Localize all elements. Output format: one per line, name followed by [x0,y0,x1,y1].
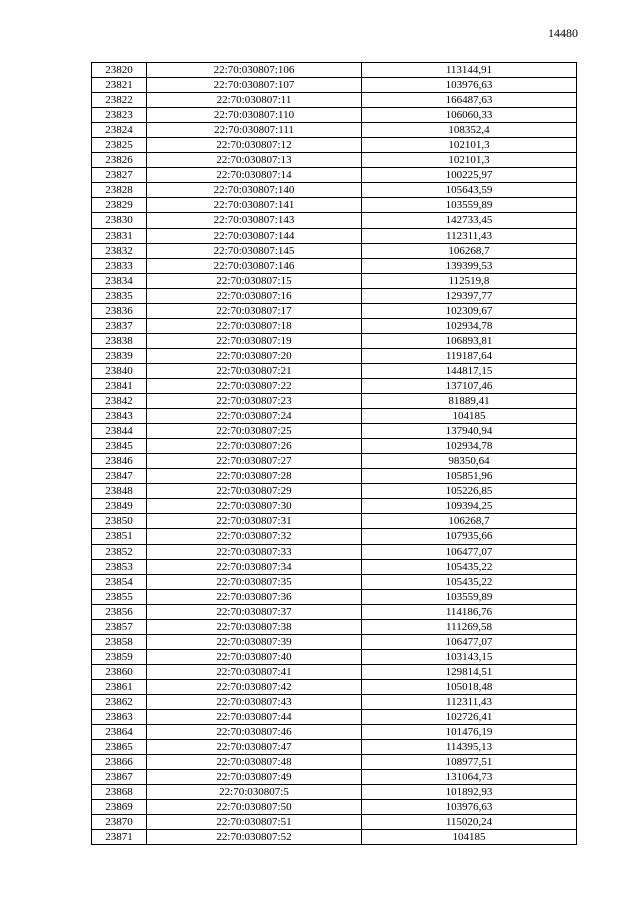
row-number-cell: 23840 [92,363,147,378]
table-row [92,78,577,93]
row-number-cell: 23826 [92,153,147,168]
row-number-cell: 23871 [92,830,147,845]
cadastral-number-cell: 22:70:030807:22 [147,378,362,393]
table-row [92,514,577,529]
page-number: 14480 [548,26,578,40]
cadastral-number-cell: 22:70:030807:12 [147,138,362,153]
value-cell: 105851,96 [362,469,577,484]
value-cell: 101892,93 [362,785,577,800]
cadastral-number-cell: 22:70:030807:50 [147,800,362,815]
row-number-cell: 23833 [92,258,147,273]
cadastral-number-cell: 22:70:030807:144 [147,228,362,243]
row-number-cell: 23845 [92,439,147,454]
value-cell: 114186,76 [362,604,577,619]
cadastral-number-cell: 22:70:030807:38 [147,619,362,634]
value-cell: 100225,97 [362,168,577,183]
row-number-cell: 23832 [92,243,147,258]
row-number-cell: 23860 [92,664,147,679]
value-cell: 102101,3 [362,153,577,168]
row-number-cell: 23846 [92,454,147,469]
value-cell: 112311,43 [362,228,577,243]
table-row [92,604,577,619]
row-number-cell: 23857 [92,619,147,634]
table-row [92,394,577,409]
value-cell: 104185 [362,830,577,845]
row-number-cell: 23820 [92,63,147,78]
cadastral-number-cell: 22:70:030807:35 [147,574,362,589]
value-cell: 105018,48 [362,679,577,694]
table-row [92,123,577,138]
cadastral-number-cell: 22:70:030807:49 [147,770,362,785]
cadastral-table [91,62,577,845]
table-row [92,469,577,484]
cadastral-number-cell: 22:70:030807:16 [147,288,362,303]
cadastral-number-cell: 22:70:030807:18 [147,318,362,333]
row-number-cell: 23861 [92,679,147,694]
value-cell: 103143,15 [362,649,577,664]
table-row [92,529,577,544]
table-row [92,619,577,634]
cadastral-number-cell: 22:70:030807:52 [147,830,362,845]
value-cell: 129814,51 [362,664,577,679]
value-cell: 108352,4 [362,123,577,138]
row-number-cell: 23843 [92,409,147,424]
table-row [92,138,577,153]
row-number-cell: 23834 [92,273,147,288]
cadastral-number-cell: 22:70:030807:21 [147,363,362,378]
cadastral-number-cell: 22:70:030807:29 [147,484,362,499]
cadastral-number-cell: 22:70:030807:106 [147,63,362,78]
row-number-cell: 23849 [92,499,147,514]
value-cell: 102309,67 [362,303,577,318]
value-cell: 105643,59 [362,183,577,198]
table-row [92,815,577,830]
cadastral-number-cell: 22:70:030807:143 [147,213,362,228]
row-number-cell: 23831 [92,228,147,243]
value-cell: 106477,07 [362,634,577,649]
cadastral-number-cell: 22:70:030807:37 [147,604,362,619]
cadastral-number-cell: 22:70:030807:107 [147,78,362,93]
row-number-cell: 23862 [92,694,147,709]
cadastral-number-cell: 22:70:030807:30 [147,499,362,514]
row-number-cell: 23854 [92,574,147,589]
cadastral-number-cell: 22:70:030807:13 [147,153,362,168]
row-number-cell: 23855 [92,589,147,604]
cadastral-number-cell: 22:70:030807:140 [147,183,362,198]
value-cell: 105435,22 [362,559,577,574]
cadastral-number-cell: 22:70:030807:146 [147,258,362,273]
row-number-cell: 23835 [92,288,147,303]
cadastral-number-cell: 22:70:030807:28 [147,469,362,484]
value-cell: 106477,07 [362,544,577,559]
value-cell: 108977,51 [362,755,577,770]
value-cell: 114395,13 [362,740,577,755]
row-number-cell: 23863 [92,710,147,725]
row-number-cell: 23864 [92,725,147,740]
row-number-cell: 23856 [92,604,147,619]
row-number-cell: 23829 [92,198,147,213]
cadastral-number-cell: 22:70:030807:27 [147,454,362,469]
cadastral-number-cell: 22:70:030807:26 [147,439,362,454]
cadastral-number-cell: 22:70:030807:42 [147,679,362,694]
table-row [92,318,577,333]
cadastral-number-cell: 22:70:030807:41 [147,664,362,679]
row-number-cell: 23870 [92,815,147,830]
value-cell: 105226,85 [362,484,577,499]
cadastral-number-cell: 22:70:030807:47 [147,740,362,755]
cadastral-number-cell: 22:70:030807:141 [147,198,362,213]
table-row [92,694,577,709]
cadastral-number-cell: 22:70:030807:39 [147,634,362,649]
row-number-cell: 23838 [92,333,147,348]
cadastral-number-cell: 22:70:030807:24 [147,409,362,424]
table-row [92,153,577,168]
value-cell: 101476,19 [362,725,577,740]
value-cell: 119187,64 [362,348,577,363]
value-cell: 166487,63 [362,93,577,108]
value-cell: 105435,22 [362,574,577,589]
cadastral-number-cell: 22:70:030807:34 [147,559,362,574]
table-row [92,439,577,454]
value-cell: 103976,63 [362,78,577,93]
cadastral-number-cell: 22:70:030807:17 [147,303,362,318]
table-row [92,649,577,664]
table-row [92,333,577,348]
cadastral-number-cell: 22:70:030807:11 [147,93,362,108]
row-number-cell: 23865 [92,740,147,755]
row-number-cell: 23822 [92,93,147,108]
cadastral-number-cell: 22:70:030807:40 [147,649,362,664]
row-number-cell: 23827 [92,168,147,183]
value-cell: 106268,7 [362,243,577,258]
row-number-cell: 23867 [92,770,147,785]
table-row [92,679,577,694]
value-cell: 137940,94 [362,424,577,439]
row-number-cell: 23824 [92,123,147,138]
row-number-cell: 23821 [92,78,147,93]
value-cell: 106060,33 [362,108,577,123]
value-cell: 102101,3 [362,138,577,153]
value-cell: 142733,45 [362,213,577,228]
cadastral-number-cell: 22:70:030807:51 [147,815,362,830]
table-row [92,258,577,273]
table-row [92,559,577,574]
table-body [92,63,577,845]
row-number-cell: 23847 [92,469,147,484]
value-cell: 104185 [362,409,577,424]
value-cell: 107935,66 [362,529,577,544]
table-row [92,424,577,439]
table-row [92,409,577,424]
cadastral-number-cell: 22:70:030807:31 [147,514,362,529]
table-row [92,770,577,785]
row-number-cell: 23823 [92,108,147,123]
table-row [92,634,577,649]
row-number-cell: 23869 [92,800,147,815]
row-number-cell: 23859 [92,649,147,664]
row-number-cell: 23851 [92,529,147,544]
table-row [92,198,577,213]
table-row [92,725,577,740]
cadastral-number-cell: 22:70:030807:33 [147,544,362,559]
cadastral-number-cell: 22:70:030807:20 [147,348,362,363]
value-cell: 115020,24 [362,815,577,830]
value-cell: 129397,77 [362,288,577,303]
table-row [92,228,577,243]
value-cell: 106893,81 [362,333,577,348]
value-cell: 112519,8 [362,273,577,288]
table-row [92,589,577,604]
table-row [92,740,577,755]
cadastral-number-cell: 22:70:030807:145 [147,243,362,258]
cadastral-number-cell: 22:70:030807:36 [147,589,362,604]
cadastral-number-cell: 22:70:030807:19 [147,333,362,348]
table-row [92,213,577,228]
table-row [92,273,577,288]
row-number-cell: 23825 [92,138,147,153]
table-row [92,243,577,258]
table-row [92,93,577,108]
value-cell: 106268,7 [362,514,577,529]
table-row [92,830,577,845]
row-number-cell: 23842 [92,394,147,409]
cadastral-number-cell: 22:70:030807:46 [147,725,362,740]
cadastral-number-cell: 22:70:030807:15 [147,273,362,288]
row-number-cell: 23868 [92,785,147,800]
value-cell: 102934,78 [362,318,577,333]
row-number-cell: 23852 [92,544,147,559]
value-cell: 109394,25 [362,499,577,514]
table-row [92,755,577,770]
row-number-cell: 23844 [92,424,147,439]
row-number-cell: 23836 [92,303,147,318]
cadastral-number-cell: 22:70:030807:43 [147,694,362,709]
row-number-cell: 23828 [92,183,147,198]
value-cell: 131064,73 [362,770,577,785]
table-row [92,63,577,78]
value-cell: 137107,46 [362,378,577,393]
value-cell: 81889,41 [362,394,577,409]
table-row [92,348,577,363]
table-row [92,800,577,815]
value-cell: 102934,78 [362,439,577,454]
cadastral-number-cell: 22:70:030807:32 [147,529,362,544]
table-row [92,710,577,725]
row-number-cell: 23866 [92,755,147,770]
table-row [92,183,577,198]
row-number-cell: 23837 [92,318,147,333]
cadastral-number-cell: 22:70:030807:111 [147,123,362,138]
cadastral-number-cell: 22:70:030807:25 [147,424,362,439]
table-row [92,544,577,559]
table-row [92,484,577,499]
row-number-cell: 23848 [92,484,147,499]
value-cell: 103559,89 [362,198,577,213]
table-row [92,288,577,303]
row-number-cell: 23841 [92,378,147,393]
cadastral-number-cell: 22:70:030807:14 [147,168,362,183]
value-cell: 113144,91 [362,63,577,78]
table-row [92,454,577,469]
cadastral-number-cell: 22:70:030807:5 [147,785,362,800]
row-number-cell: 23839 [92,348,147,363]
value-cell: 144817,15 [362,363,577,378]
table-row [92,363,577,378]
value-cell: 98350,64 [362,454,577,469]
table-row [92,664,577,679]
table-row [92,499,577,514]
cadastral-number-cell: 22:70:030807:48 [147,755,362,770]
value-cell: 102726,41 [362,710,577,725]
value-cell: 139399,53 [362,258,577,273]
table-row [92,303,577,318]
row-number-cell: 23850 [92,514,147,529]
table-row [92,574,577,589]
cadastral-number-cell: 22:70:030807:44 [147,710,362,725]
value-cell: 103976,63 [362,800,577,815]
value-cell: 103559,89 [362,589,577,604]
table-row [92,108,577,123]
value-cell: 112311,43 [362,694,577,709]
row-number-cell: 23858 [92,634,147,649]
row-number-cell: 23853 [92,559,147,574]
value-cell: 111269,58 [362,619,577,634]
table-row [92,785,577,800]
cadastral-number-cell: 22:70:030807:110 [147,108,362,123]
table-row [92,378,577,393]
cadastral-number-cell: 22:70:030807:23 [147,394,362,409]
table-row [92,168,577,183]
row-number-cell: 23830 [92,213,147,228]
